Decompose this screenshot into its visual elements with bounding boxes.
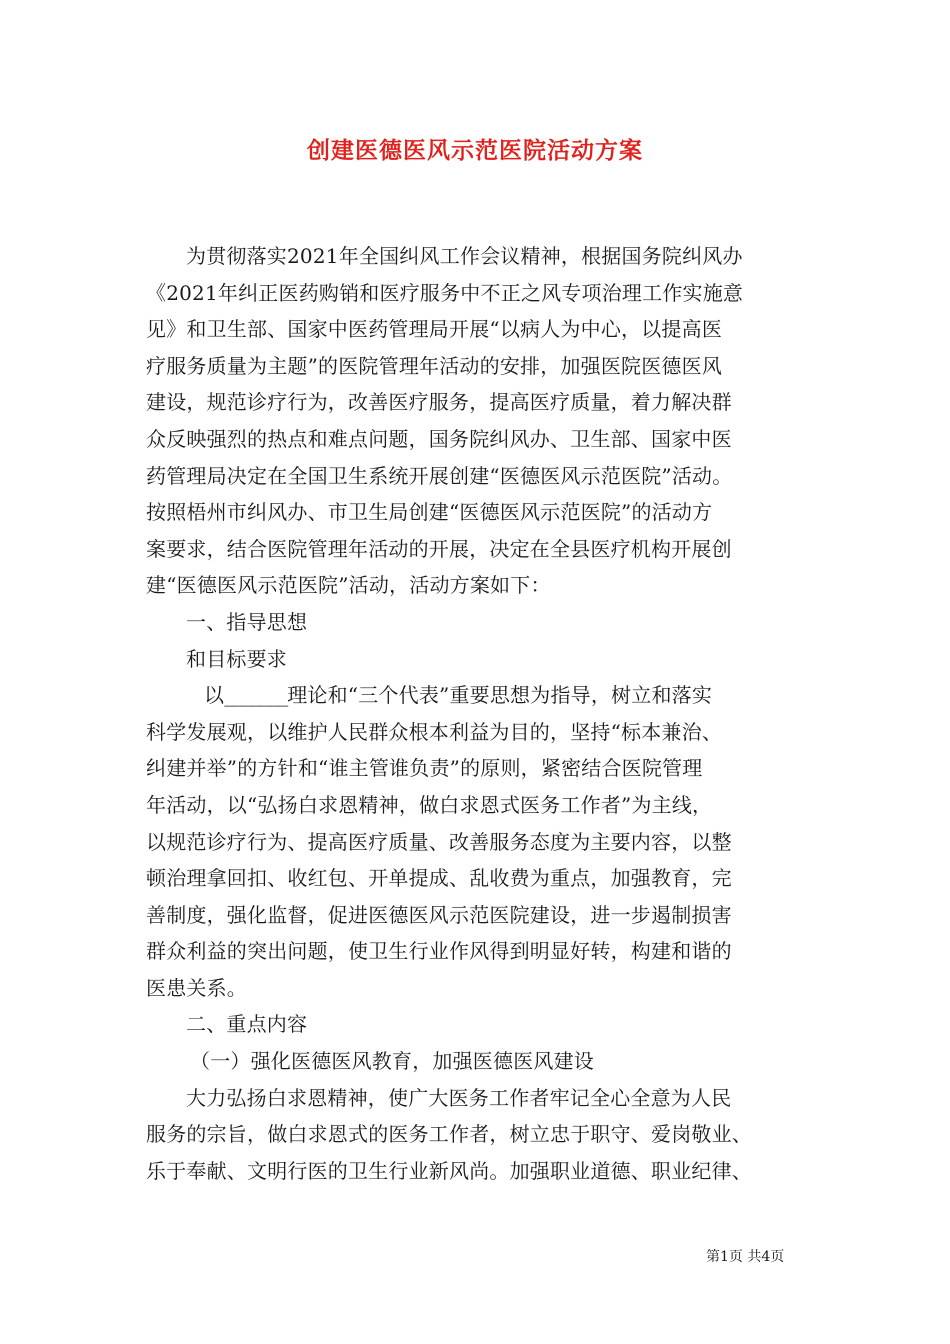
guiding-line: 顿治理拿回扣、收红包、开单提成、乱收费为重点，加强教育，完 [146, 866, 732, 891]
guiding-line: 以规范诊疗行为、提高医疗质量、改善服务态度为主要内容，以整 [146, 829, 732, 854]
guiding-prefix: 以 [204, 683, 225, 708]
document-body [146, 238, 818, 1189]
guiding-line: 纠建并举”的方针和“谁主管谁负责”的原则，紧密结合医院管理 [146, 756, 703, 781]
intro-line: 建设，规范诊疗行为，改善医疗服务，提高医疗质量，着力解决群 [146, 390, 732, 415]
section-heading-guiding-continued: 和目标要求 [186, 646, 287, 671]
guiding-line: 医患关系。 [146, 975, 247, 1000]
intro-line: 为贯彻落实2021年全国纠风工作会议精神，根据国务院纠风办 [186, 244, 743, 268]
section-heading-key-content: 二、重点内容 [186, 1012, 308, 1037]
intro-line: 见》和卫生部、国家中医药管理局开展“以病人为中心，以提高医 [146, 317, 723, 342]
guiding-line: 科学发展观，以维护人民群众根本利益为目的，坚持“标本兼治、 [146, 719, 723, 744]
guiding-line-first [146, 677, 818, 714]
intro-line: 众反映强烈的热点和难点问题，国务院纠风办、卫生部、国家中医 [146, 426, 732, 451]
page-number: 第1页 共4页 [706, 1249, 785, 1265]
intro-line: 药管理局决定在全国卫生系统开展创建“医德医风示范医院”活动。 [146, 463, 733, 488]
intro-line: 疗服务质量为主题”的医院管理年活动的安排，加强医院医德医风 [146, 353, 723, 378]
guiding-suffix: 理论和“三个代表”重要思想为指导，树立和落实 [287, 683, 713, 708]
intro-line: 案要求，结合医院管理年活动的开展，决定在全县医疗机构开展创 [146, 536, 732, 561]
intro-line: 按照梧州市纠风办、市卫生局创建“医德医风示范医院”的活动方 [146, 500, 713, 525]
education-line: 大力弘扬白求恩精神，使广大医务工作者牢记全心全意为人民 [186, 1085, 732, 1110]
section-heading-guiding: 一、指导思想 [186, 609, 308, 634]
intro-line: 《2021年纠正医药购销和医疗服务中不正之风专项治理工作实施意 [146, 280, 744, 305]
guiding-line: 群众利益的突出问题，使卫生行业作风得到明显好转，构建和谐的 [146, 939, 732, 964]
document-title: 创建医德医风示范医院活动方案 [307, 137, 643, 164]
subsection-heading-education: （一）强化医德医风教育，加强医德医风建设 [190, 1049, 594, 1074]
education-line: 服务的宗旨，做白求恩式的医务工作者，树立忠于职守、爱岗敬业、 [146, 1122, 752, 1147]
guiding-line: 年活动，以“弘扬白求恩精神，做白求恩式医务工作者”为主线， [146, 792, 713, 817]
education-line: 乐于奉献、文明行医的卫生行业新风尚。加强职业道德、职业纪律、 [146, 1158, 752, 1183]
intro-line: 建“医德医风示范医院”活动，活动方案如下： [146, 573, 551, 598]
blank-underline: _______ [224, 683, 288, 708]
guiding-line: 善制度，强化监督，促进医德医风示范医院建设，进一步遏制损害 [146, 902, 732, 927]
